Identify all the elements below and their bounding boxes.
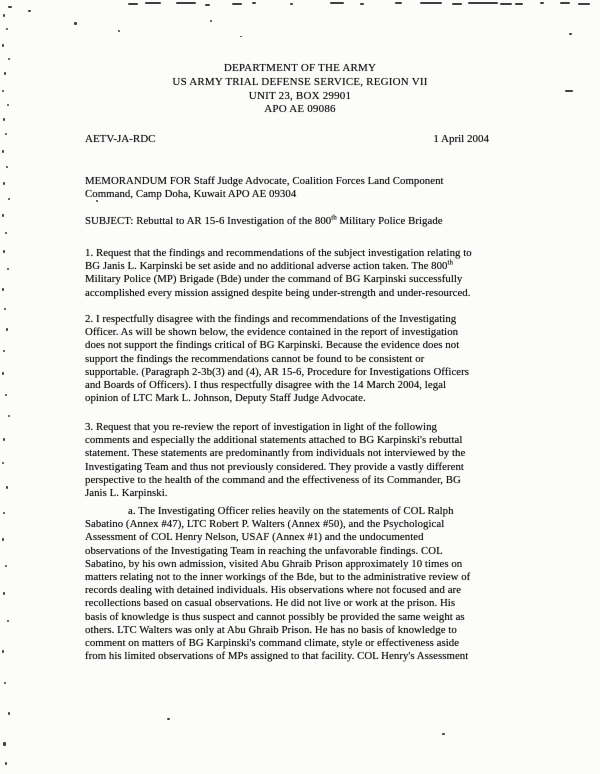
scan-speck [2,462,4,464]
scan-speck [6,166,8,168]
scan-speck [5,133,7,135]
scan-speck [7,104,9,106]
scan-speck [2,650,4,653]
office-symbol-row [85,133,489,145]
scan-speck [205,4,210,6]
scan-speck [145,2,161,4]
scan-speck [2,372,4,375]
scan-speck [3,250,5,253]
paragraph-1-superscript: th [447,258,454,267]
scan-speck [330,2,344,4]
scan-speck [2,288,4,291]
scan-speck [4,308,6,310]
scan-speck [74,22,77,25]
scan-speck [500,3,512,5]
scan-speck [420,2,442,4]
subject-text-before: SUBJECT: Rebuttal to AR 15-6 Investigation of the 800 [85,215,332,227]
scan-speck [540,2,544,4]
subject-text-after: Military Police Brigade [336,215,443,227]
paragraph-3: 3. Request that you re-review the report of investigation in light of the following comments and especially the additional statements attached to BG Karpinski's rebuttal statement. These statements are predominantly from individuals not interviewed by the Investigating Team and thus not previously considered. They provide a vastly different perspective to the health of the command and the effectiveness of its Commander, BG Janis L. Karpinski. [85,421,466,500]
scan-speck [3,350,5,352]
scan-speck [290,3,293,5]
paragraph-1-after: Military Police (MP) Brigade (Bde) under the command of BG Karpinski successfully accomplished every mission assigned despite being under-strength and under-resourced. [85,273,471,299]
scan-speck [3,512,5,514]
paragraph-a: a. The Investigating Officer relies heavily on the statements of COL Ralph Sabatino (Annex #47), LTC Robert P. Walters (Annex #50), and the Psychological Assessment of COL Henry Nelson, USAF (Annex #1) and the undocumented observations of the Investigating Team in reaching the unfavorable findings. COL Sabatino, by his own admission, visited Abu Ghraib Prison approximately 10 times on matters relating not to the inner workings of the Bde, but to the administrative review of records dealing with detained individuals. His observations where not focused and are recollections based on casual observations. He did not live or work at the prison. His basis of knowledge is thus suspect and cannot possibly be provided the same weight as others. LTC Walters was only at Abu Ghraib Prison. He has no basis of knowledge to comment on matters of BG Karpinski's command climate, style or effectiveness aside from his limited observations of MPs assigned to that facility. COL Henry's Assessment [85,505,471,663]
paragraph-1 [85,247,567,300]
paragraph-1-before: 1. Request that the findings and recommendations of the subject investigation relating to BG Janis L. Karpinski be set aside and no additional adverse action taken. The 800 [85,247,472,273]
scan-speck [395,2,402,4]
scan-speck [252,2,256,4]
scan-speck [3,14,5,17]
letterhead: DEPARTMENT OF THE ARMY US ARMY TRIAL DEFENSE SERVICE, REGION VII UNIT 23, BOX 29901 APO AE 09086 [172,62,428,116]
scan-speck [5,565,7,567]
subject-line [85,215,567,228]
scan-speck [569,33,572,35]
subject-superscript: th [331,213,337,222]
scan-speck [2,214,4,217]
scan-speck [28,10,31,12]
scan-speck [6,486,8,489]
scan-speck [452,3,462,5]
scan-speck [2,90,4,92]
scan-speck [565,90,573,92]
scan-speck [8,6,12,8]
scan-speck [468,2,498,4]
scan-speck [442,733,445,735]
scan-speck [8,198,10,200]
scan-speck [8,415,10,417]
paragraph-2: 2. I respectfully disagree with the findings and recommendations of the Investigating Officer. As will be shown below, the evidence contained in the report of investigation does not support the findings critical of BG Karpinski. Because the evidence does not support the findings the recommendations cannot be found to be consistent or supportable. (Paragraph 2-3b(3) and (4), AR 15-6, Procedure for Investigations Officers and Boards of Officers). I thus respectfully disagree with the 14 March 2004, legal opinion of LTC Mark L. Johnson, Deputy Staff Judge Advocate. [85,313,470,405]
scan-speck [8,712,10,715]
scan-speck [3,118,5,121]
scan-speck [7,620,9,622]
scan-speck [5,232,7,234]
scan-speck [5,762,7,765]
scan-speck [118,30,120,32]
scan-speck [3,182,5,185]
scan-speck [515,3,523,5]
scan-speck [3,438,5,441]
scan-speck [3,742,6,746]
scan-speck [176,2,196,4]
scan-speck [3,592,5,595]
memorandum-for-line: MEMORANDUM FOR Staff Judge Advocate, Coalition Forces Land Component Command, Camp Doha, Kuwait APO AE 09304 [85,175,444,201]
scan-speck [4,682,6,684]
scan-speck [560,2,570,4]
scan-speck [7,268,9,270]
scan-speck [2,538,4,541]
memo-date: 1 April 2004 [433,133,489,145]
scan-speck [360,3,364,5]
scan-speck [5,394,7,396]
scan-speck [4,72,6,75]
scan-speck [2,44,4,47]
scan-speck [96,200,98,202]
scan-speck [8,58,10,60]
scan-speck [2,150,4,153]
scan-speck [578,3,590,5]
scan-speck [128,3,138,5]
scan-speck [210,20,212,22]
scan-speck [6,28,8,30]
office-symbol: AETV-JA-RDC [85,133,156,145]
scan-speck [232,3,242,5]
scan-speck [6,328,8,331]
scan-speck [167,718,170,720]
scan-speck [240,36,242,37]
